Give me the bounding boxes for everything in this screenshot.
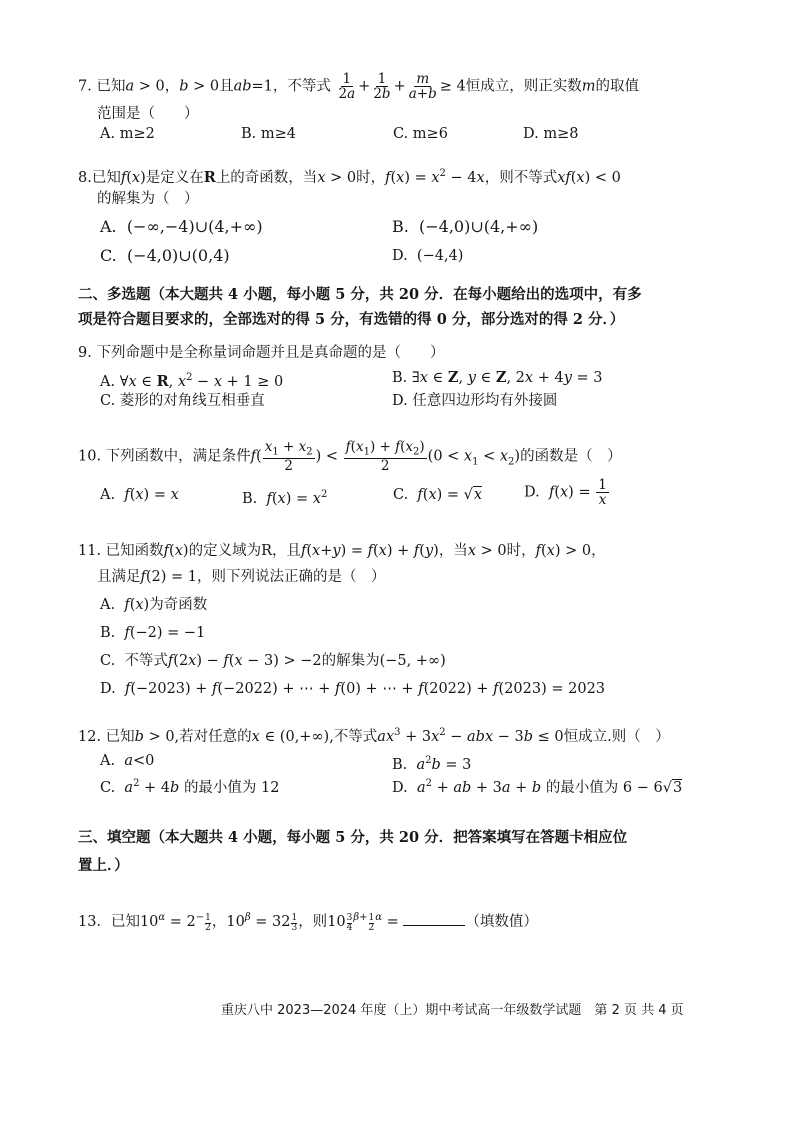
q7-option-b: B. m≥4 [241,126,296,142]
q11-option-a: A. f(x)为奇函数 [100,597,208,613]
q11-option-c: C. 不等式f(2x) − f(x − 3) > −2的解集为(−5, +∞) [100,653,446,669]
question-8-stem: 8.已知f(x)是定义在R上的奇函数，当x > 0时，$f(x) = x^2 - 4x$，则不等式xf(x) < 0 [78,168,621,186]
q7-option-d: D. m≥8 [523,126,579,142]
question-11-stem: 11. 已知函数f(x)的定义域为R，且f(x+y) = f(x) + f(y)，当x > 0时，f(x) > 0， [78,543,606,559]
q12-option-c: C. $a^2 + 4b$ 的最小值为 12 [100,778,280,796]
q8-option-b: B. (−4,0)∪(4,+∞) [392,217,539,236]
q9-option-c: C. 菱形的对角线互相垂直 [100,393,265,409]
q8-option-d: D. (−4,4) [392,248,464,264]
question-11-stem-line2: 且满足f(2) = 1，则下列说法正确的是（ ） [97,569,386,585]
q8-option-c: C. (−4,0)∪(0,4) [100,246,230,265]
question-8-stem-line2: 的解集为（ ） [97,191,199,207]
question-13-stem: 13．已知$10^\alpha = 2^{- \frac{1}{2}}$ ，$10^\beta = 32$ $^{\frac{1}{3}}$ ，则10 $^{\frac{3}{4} \beta+ \frac{1}{2} \alpha}$ = （填数值） [78,912,538,933]
section-3-heading-line2: 置上．） [78,857,129,874]
q12-option-a: A. a<0 [100,753,155,769]
q12-option-b: B. $a^2b = 3$ [392,755,472,773]
question-9-stem: 9. 下列命题中是全称量词命题并且是真命题的是（ ） [78,345,445,361]
answer-blank[interactable] [403,911,465,926]
q10-option-a: A. f(x) = x [100,487,179,503]
q10-option-c: C. f(x) = √x [393,487,483,503]
q10-option-b: B. $f(x) = x^2$ [242,489,328,507]
question-12-stem: 12. 已知b > 0,若对任意的x ∈ (0,+∞),不等式$ax^3 + 3x^2$ − abx − 3b ≤ 0恒成立.则（ ） [78,727,670,745]
q7-option-a: A. m≥2 [100,126,155,142]
q8-option-a: A. (−∞,−4)∪(4,+∞) [100,217,263,236]
q10-option-d: D. f(x) = $\frac{1}{x}$ [524,477,607,509]
page-footer: 重庆八中 2023—2024 年度（上）期中考试高一年级数学试题 第 2 页 共 4 页 [221,1003,684,1018]
section-2-heading-line2: 项是符合题目要求的，全部选对的得 5 分，有选错的得 0 分，部分选对的得 2 分．） [78,311,625,328]
question-7-stem: 7. 已知a > 0，b > 0且ab=1，不等式 $\frac{1}{2a}$ + $\frac{1}{2b}$ + $\frac{m}{a+b}$ ≥ 4恒成立，则正实数m的取值 [78,71,639,103]
q9-option-a: A. ∀x ∈ R, $x^2 - x + 1 \ge 0$ [100,372,284,390]
q9-option-b: B. ∃x ∈ Z, y ∈ Z, 2x + 4y = 3 [392,369,603,386]
question-7-stem-line2: 范围是（ ） [97,106,199,122]
section-3-heading: 三、填空题（本大题共 4 小题，每小题 5 分，共 20 分．把答案填写在答题卡相应位 [78,829,628,846]
q11-option-d: D. f(−2023) + f(−2022) + ⋯ + f(0) + ⋯ + f(2022) + f(2023) = 2023 [100,681,606,697]
q12-option-d: D. $a^2$ + ab + 3a + b 的最小值为 6 − 6√3 [392,778,683,796]
q7-option-c: C. m≥6 [393,126,448,142]
q11-option-b: B. f(−2) = −1 [100,625,206,641]
q9-option-d: D. 任意四边形均有外接圆 [392,393,558,409]
question-10-stem: 10. 下列函数中，满足条件f( $\frac{x_1 + x_2}{2}$ ) < $\frac{f(x_1) + f(x_2)}{2}$ $(0 < x_1 < x_2)$的函数是（ ） [78,439,622,475]
section-2-heading: 二、多选题（本大题共 4 小题，每小题 5 分，共 20 分．在每小题给出的选项中，有多 [78,286,642,303]
